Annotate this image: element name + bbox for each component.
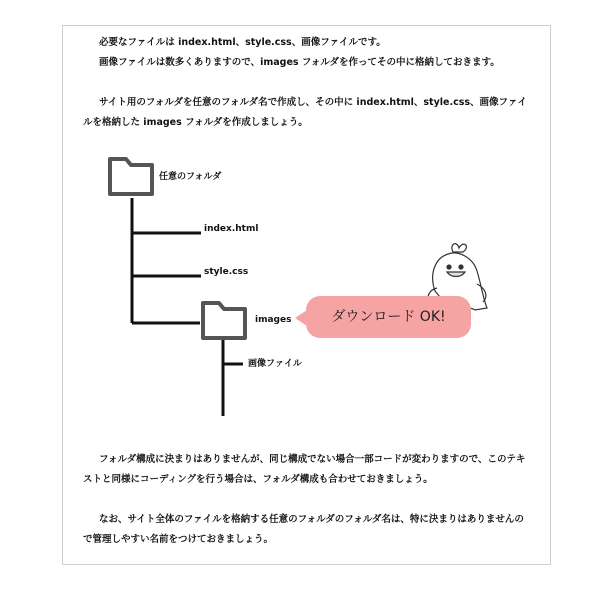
paragraph-folder-name-text: なお、サイト全体のファイルを格納する任意のフォルダのフォルダ名は、特に決まりはありませんので管理しやすい名前をつけておきましょう。 bbox=[83, 514, 524, 545]
paragraph-folder-name bbox=[83, 510, 533, 550]
paragraph-create-folder-text: サイト用のフォルダを任意のフォルダ名で作成し、その中に index.html、style.css、画像ファイルを格納した images フォルダを作成しましょう。 bbox=[83, 97, 527, 128]
paragraph-folder-structure bbox=[83, 450, 533, 490]
tree-label-index-html: index.html bbox=[204, 224, 259, 234]
tree-label-root-folder: 任意のフォルダ bbox=[159, 172, 222, 182]
folder-icon bbox=[110, 159, 152, 194]
tree-label-images-folder: images bbox=[255, 315, 292, 325]
tree-label-style-css: style.css bbox=[204, 267, 249, 277]
document-page bbox=[62, 25, 551, 565]
download-ok-text: ダウンロード OK! bbox=[331, 309, 446, 325]
folder-icon bbox=[203, 303, 245, 338]
tree-label-image-files: 画像ファイル bbox=[248, 359, 302, 369]
paragraph-folder-structure-text: フォルダ構成に決まりはありませんが、同じ構成でない場合一部コードが変わりますので、このテキストと同様にコーディングを行う場合は、フォルダ構成も合わせておきましょう。 bbox=[83, 454, 526, 485]
paragraph-images-folder-text: 画像ファイルは数多くありますので、images フォルダを作ってその中に格納しておきます。 bbox=[99, 57, 500, 68]
download-ok-bubble bbox=[306, 296, 471, 338]
paragraph-required-files-text: 必要なファイルは index.html、style.css、画像ファイルです。 bbox=[99, 37, 386, 48]
